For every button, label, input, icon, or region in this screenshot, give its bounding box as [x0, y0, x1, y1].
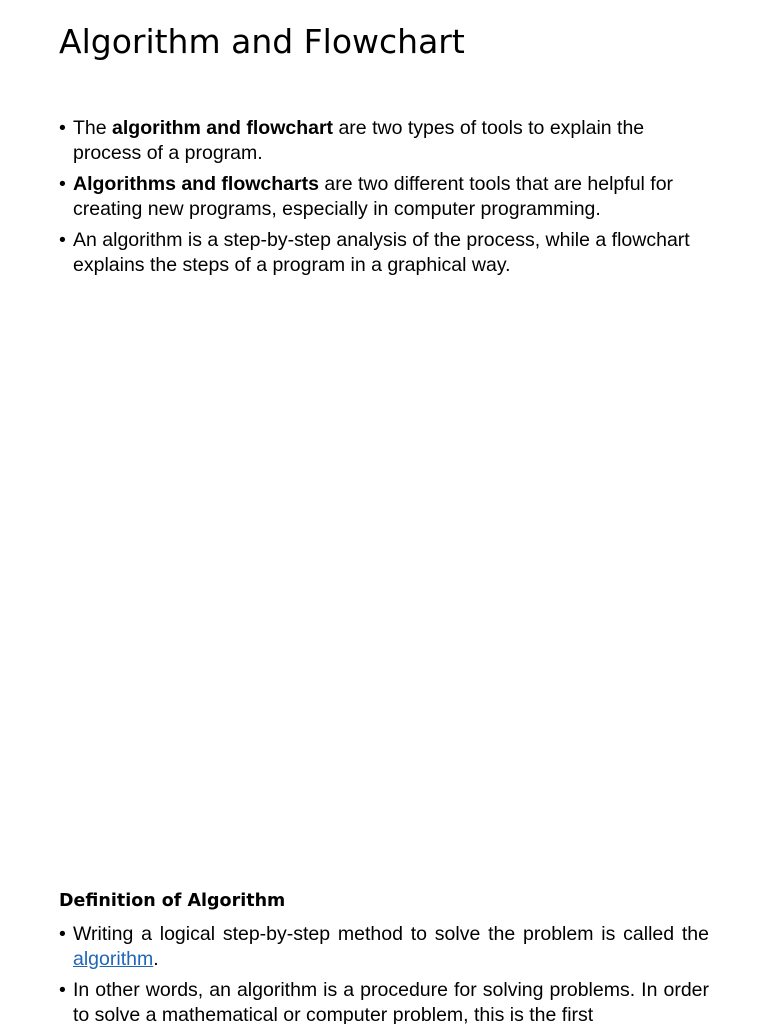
bullet-text: An algorithm is a step-by-step analysis of the process, while a flowchart explains the steps of a program in a graphical way.	[73, 229, 690, 276]
bullet-text-prefix: Writing a logical step-by-step method to solve the problem is called the	[73, 923, 709, 945]
bullet-bold-text: algorithm and flowchart	[112, 117, 334, 139]
bullet-icon: •	[59, 923, 66, 945]
list-item	[59, 922, 709, 971]
algorithm-link[interactable]: algorithm	[73, 947, 154, 970]
section-heading: Definition of Algorithm	[59, 891, 286, 911]
definition-bullet-list	[59, 922, 709, 1024]
list-item	[59, 228, 709, 277]
bullet-icon: •	[59, 117, 66, 139]
list-item	[59, 172, 709, 221]
bullet-text: In other words, an algorithm is a procedure for solving problems. In order to solve a mathematical or computer problem, this is the first	[73, 979, 709, 1024]
intro-bullet-list	[59, 116, 709, 284]
bullet-icon: •	[59, 979, 66, 1001]
bullet-text-suffix: are two different tools that are helpful for creating new programs, especially in computer programming.	[73, 173, 674, 220]
bullet-text-suffix: .	[153, 947, 159, 970]
slide-title: Algorithm and Flowchart	[59, 22, 465, 61]
bullet-icon: •	[59, 173, 66, 195]
list-item	[59, 978, 709, 1024]
list-item	[59, 116, 709, 165]
bullet-bold-text: Algorithms and flowcharts	[73, 173, 319, 195]
bullet-text-suffix: are two types of tools to explain the process of a program.	[73, 117, 645, 164]
bullet-icon: •	[59, 229, 66, 251]
bullet-text-prefix: The	[73, 117, 113, 139]
